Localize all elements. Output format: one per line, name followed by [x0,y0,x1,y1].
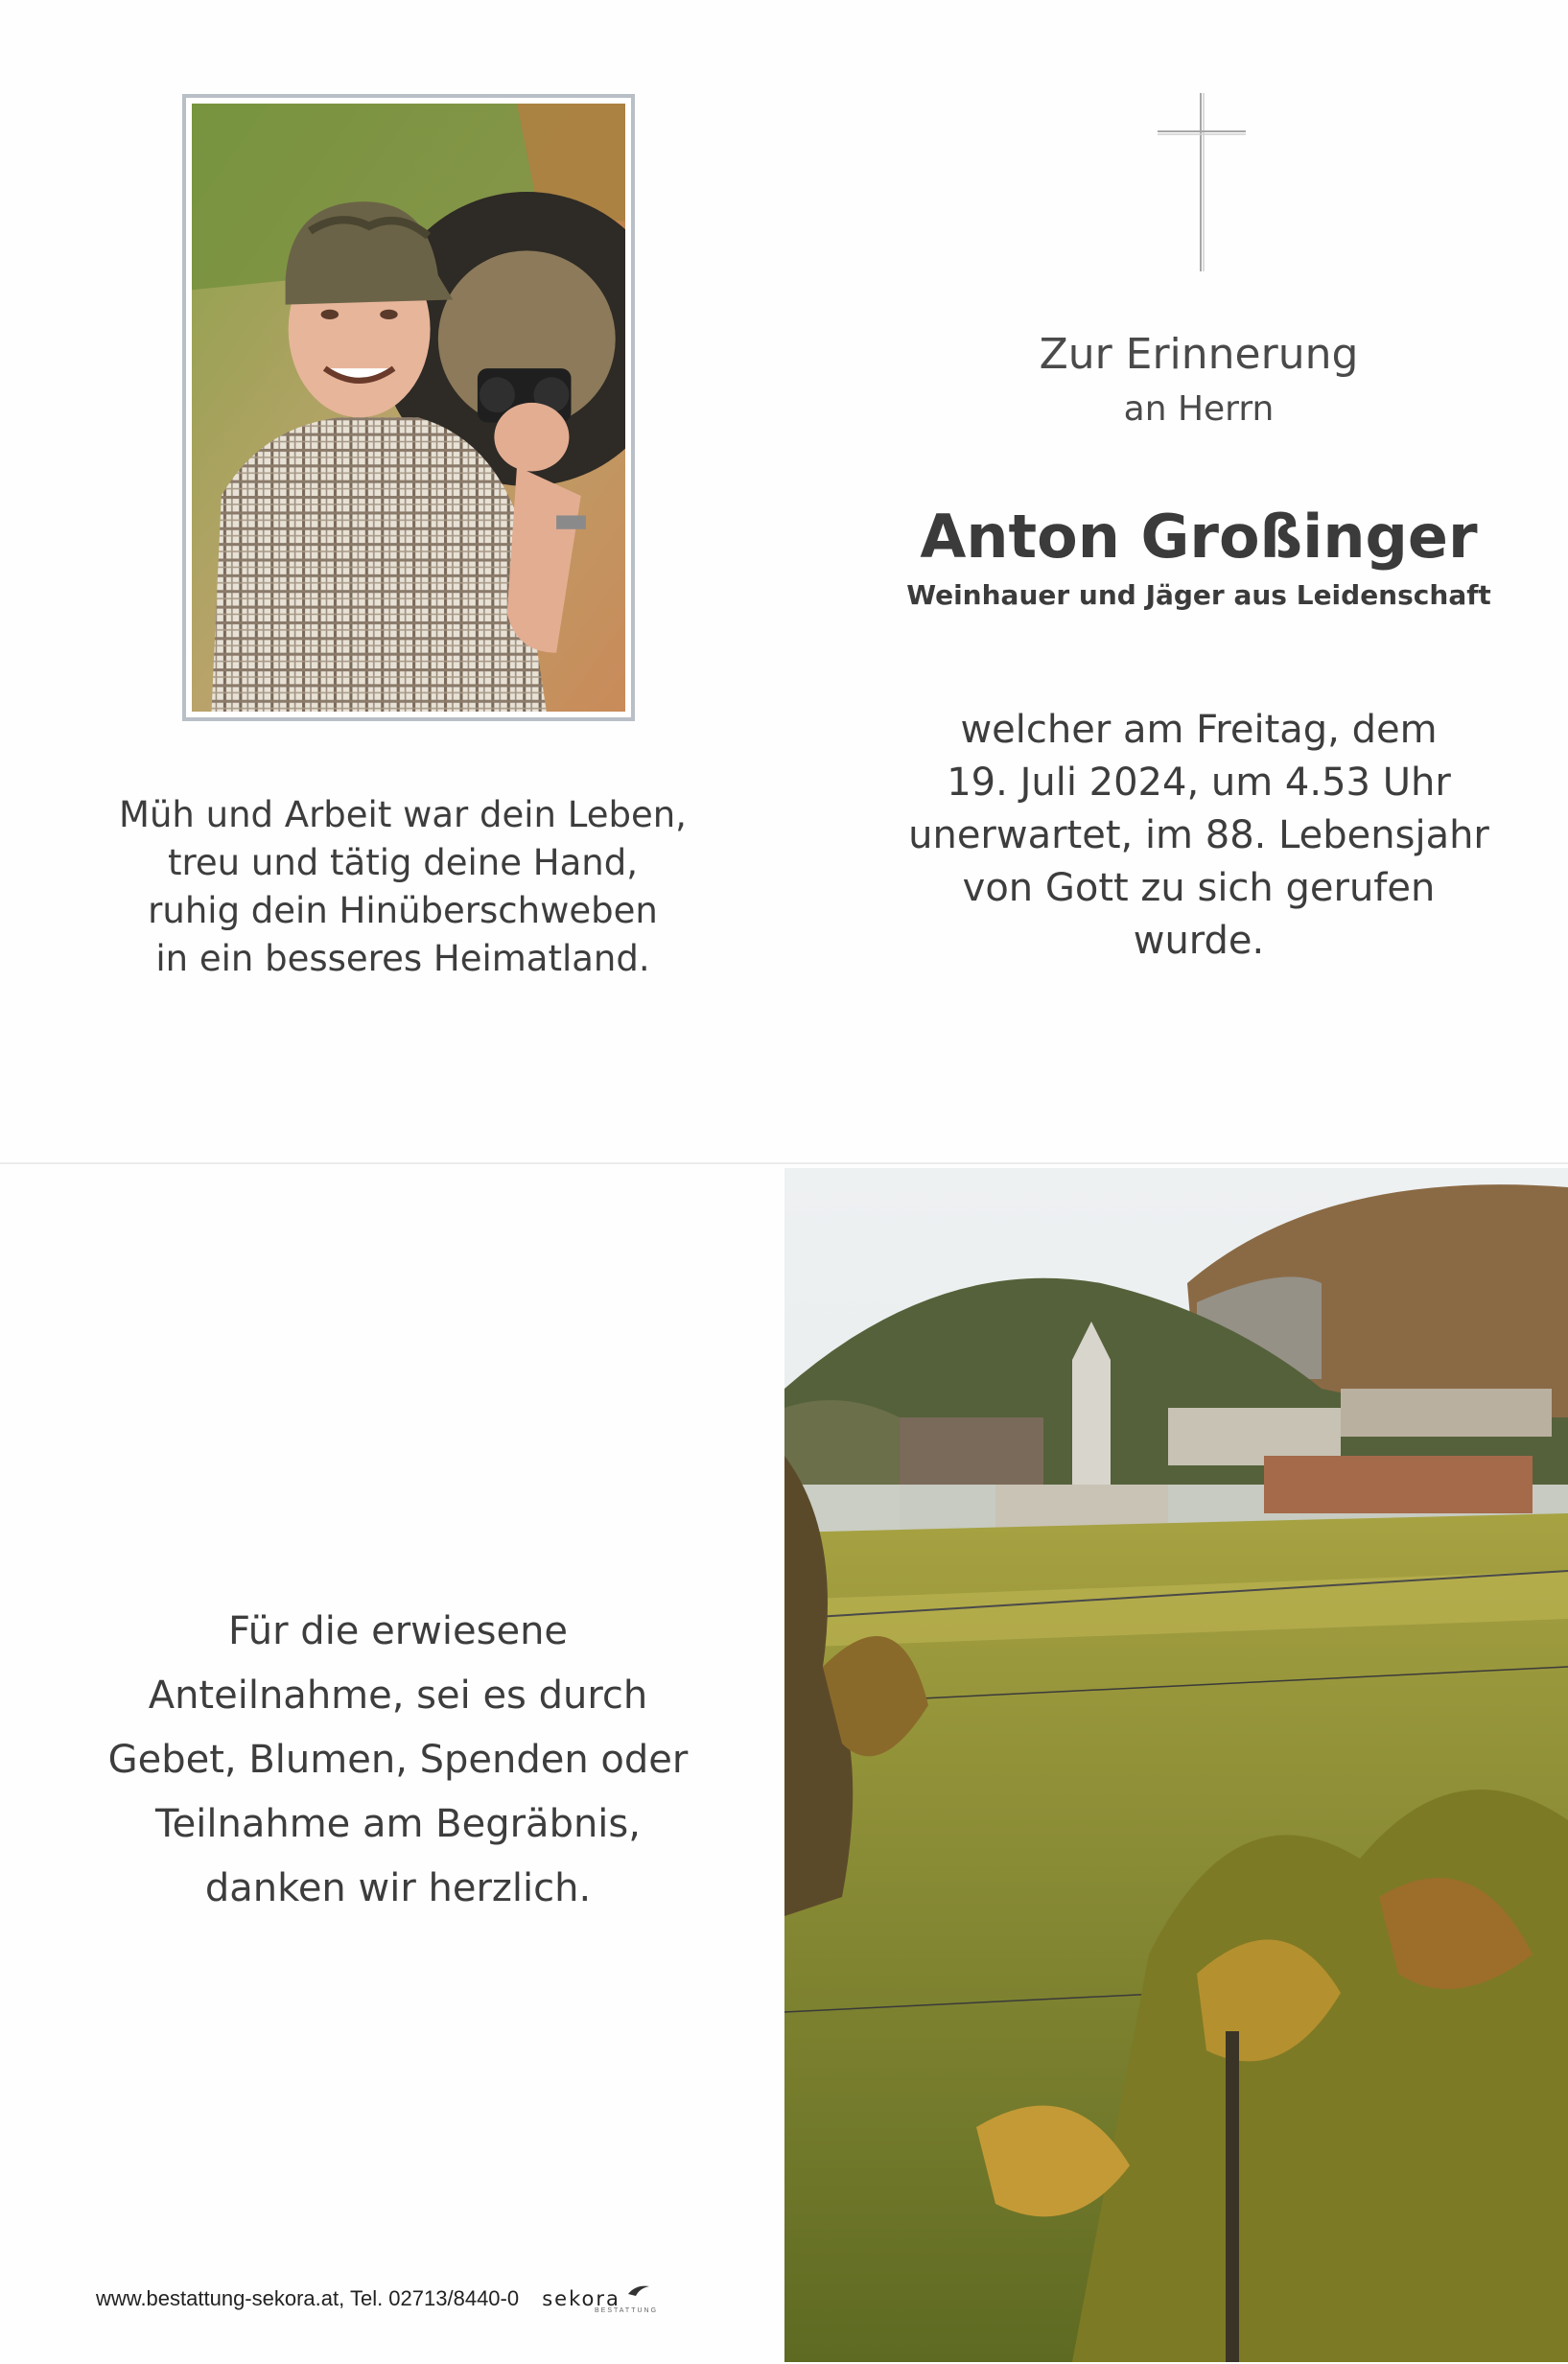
poem-line: ruhig dein Hinüberschweben [148,890,658,931]
memorial-poem [77,791,729,983]
poem-line: treu und tätig deine Hand, [168,842,638,883]
bird-icon [626,2282,651,2300]
poem-line: in ein besseres Heimatland. [155,938,650,979]
memorial-title: Zur Erinnerung [1039,330,1359,379]
thanks-line: Gebet, Blumen, Spenden oder [107,1738,689,1782]
thanks-line: Für die erwiesene [227,1609,569,1653]
death-notice-line: von Gott zu sich gerufen [962,866,1436,910]
landscape-image [784,1168,1568,2362]
funeral-home-footer [96,2282,719,2314]
thanks-line: Teilnahme am Begräbnis, [155,1802,641,1846]
deceased-name: Anton Großinger [920,502,1478,572]
funeral-home-contact: www.bestattung-sekora.at, Tel. 02713/8440-0 [96,2286,520,2310]
thanks-line: Anteilnahme, sei es durch [148,1674,648,1718]
portrait-photo [182,94,635,721]
vineyard-landscape-photo [784,1168,1568,2362]
deceased-subtitle: Weinhauer und Jäger aus Leidenschaft [906,579,1491,611]
memorial-salutation: an Herrn [1123,389,1275,429]
thanks-text [58,1600,738,1921]
memorial-heading [863,326,1534,435]
latin-cross-icon [1156,91,1248,273]
fold-line [0,1162,1568,1164]
death-notice-line: 19. Juli 2024, um 4.53 Uhr [947,761,1451,805]
thanks-line: danken wir herzlich. [204,1866,592,1910]
portrait-image [192,104,625,712]
death-notice-line: wurde. [1133,919,1265,963]
death-notice-line: welcher am Freitag, dem [960,708,1438,752]
poem-line: Müh und Arbeit war dein Leben, [119,794,687,835]
death-notice [863,704,1534,968]
funeral-home-brand: sekora [542,2287,620,2310]
funeral-home-brand-sub: BESTATTUNG [595,2307,659,2314]
death-notice-line: unerwartet, im 88. Lebensjahr [908,813,1489,857]
